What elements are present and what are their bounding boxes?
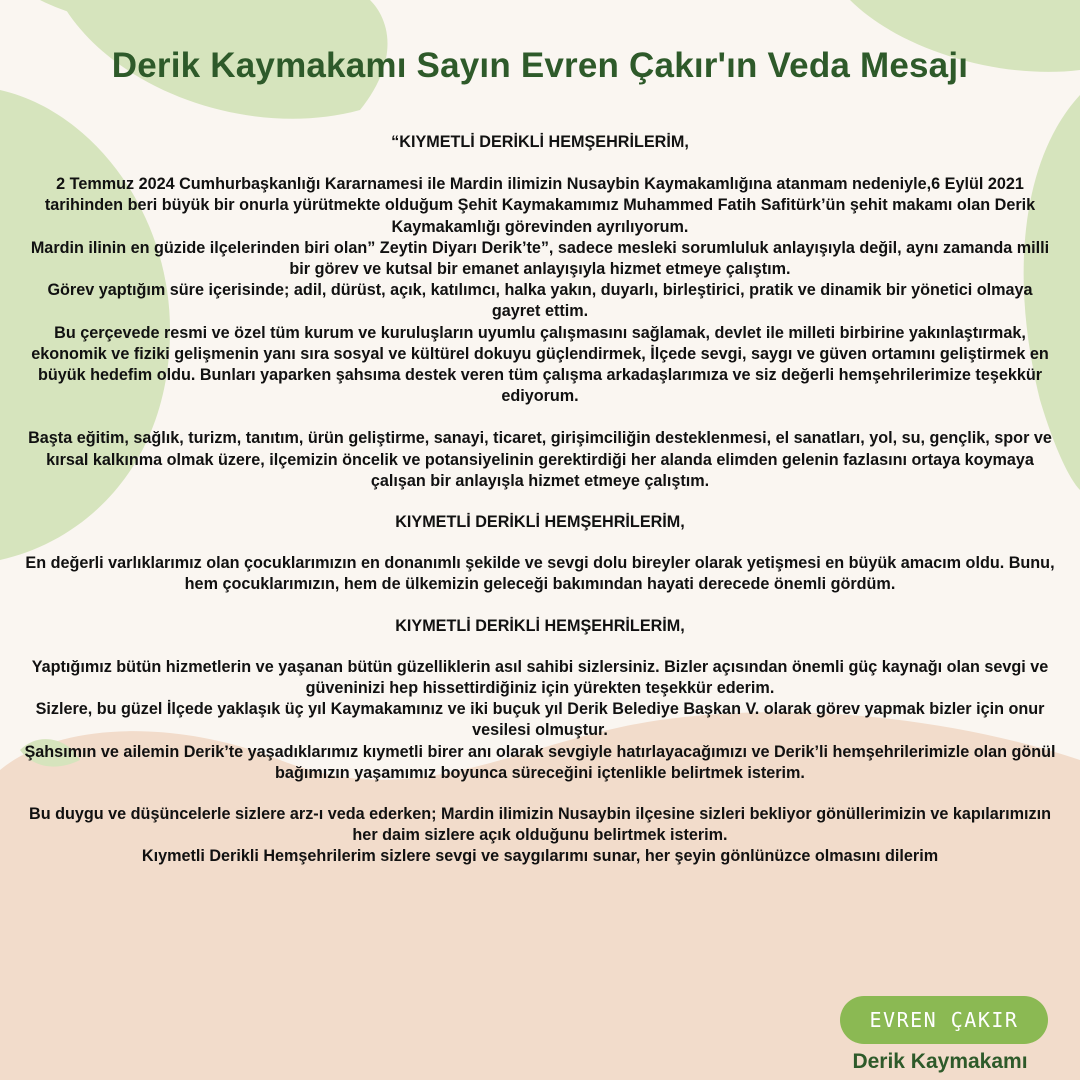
message-paragraph: Kıymetli Derikli Hemşehrilerim sizlere sevgi ve saygılarımı sunar, her şeyin gönlünüzce olmasını dilerim bbox=[141, 847, 939, 866]
message-paragraph: Bu çerçevede resmi ve özel tüm kurum ve kuruluşların uyumlu çalışmasını sağlamak, devlet ile milleti birbirine yakınlaştırmak, ekonomik ve fiziki gelişmenin yanı sıra sosyal ve kültürel dokuyu güçlendirmek, İlçede sevgi, saygı ve güven ortamını geliştirmek en büyük hedefim oldu. Bunları yaparken şahsıma destek veren tüm çalışma arkadaşlarımıza ve siz değerli hemşehrilerimize teşekkür ediyorum. bbox=[31, 323, 1049, 406]
message-paragraph: Yaptığımız bütün hizmetlerin ve yaşanan bütün güzelliklerin asıl sahibi sizlersiniz. Bizler açısından önemli güç kaynağı olan sevgi ve güveninizi hep hissettirdiğiniz için yürekten teşekkür ederim. bbox=[31, 657, 1049, 698]
message-body bbox=[24, 132, 1056, 868]
message-paragraph: Başta eğitim, sağlık, turizm, tanıtım, ürün geliştirme, sanayi, ticaret, girişimciliğin desteklenmesi, el sanatları, yol, su, gençlik, spor ve kırsal kalkınma olmak üzere, ilçemizin öncelik ve potansiyelinin gerektirdiği her alanda elimden gelenin fazlasını ortaya koymaya çalışan bir anlayışla hizmet etmeye çalıştım. bbox=[28, 429, 1052, 490]
message-paragraph: Bu duygu ve düşüncelerle sizlere arz-ı veda ederken; Mardin ilimizin Nusaybin ilçesine sizleri bekliyor gönüllerimizin ve kapılarımızın her daim sizlere açık olduğunu belirtmek isterim. bbox=[29, 805, 1051, 845]
salutation-2: KIYMETLİ DERİKLİ HEMŞEHRİLERİM, bbox=[395, 513, 685, 532]
signature-role: Derik Kaymakamı bbox=[852, 1050, 1028, 1073]
message-paragraph: Mardin ilinin en güzide ilçelerinden biri olan” Zeytin Diyarı Derik’te”, sadece mesleki sorumluluk anlayışıyla değil, aynı zamanda milli bir görev ve kutsal bir emanet anlayışıyla hizmet etmeye çalıştım. bbox=[30, 238, 1050, 279]
page-title: Derik Kaymakamı Sayın Evren Çakır'ın Veda Mesajı bbox=[111, 46, 969, 85]
message-paragraph: Sizlere, bu güzel İlçede yaklaşık üç yıl Kaymakamınız ve iki buçuk yıl Derik Belediye Başkan V. olarak görev yapmak bizler için onur vesilesi olmuştur. bbox=[35, 700, 1045, 740]
message-paragraph: 2 Temmuz 2024 Cumhurbaşkanlığı Kararnamesi ile Mardin ilimizin Nusaybin Kaymakamlığına atanmam nedeniyle,6 Eylül 2021 tarihinden beri büyük bir onurla yürütmekte olduğum Şehit Kaymakamımız Muhammed Fatih Safitürk’ün şehit makamı olan Derik Kaymakamlığı görevinden ayrılıyorum. bbox=[44, 175, 1036, 236]
message-paragraph: En değerli varlıklarımız olan çocuklarımızın en donanımlı şekilde ve sevgi dolu bireyler olarak yetişmesi en büyük amacım oldu. Bunu, hem çocuklarımızın, hem de ülkemizin geleceği bakımından hayati derecede önemli gördüm. bbox=[25, 554, 1055, 594]
salutation-3: KIYMETLİ DERİKLİ HEMŞEHRİLERİM, bbox=[395, 616, 685, 635]
message-paragraph: Şahsımın ve ailemin Derik’te yaşadıklarımız kıymetli birer anı olarak sevgiyle hatırlayacağımızı ve Derik’li hemşehrilerimizle olan gönül bağımızın yaşamımız boyunca süreceğini içtenlikle belirtmek isterim. bbox=[24, 742, 1056, 782]
salutation-1: “KIYMETLİ DERİKLİ HEMŞEHRİLERİM, bbox=[391, 133, 689, 151]
signature-name-badge: EVREN ÇAKIR bbox=[840, 996, 1048, 1044]
message-paragraph: Görev yaptığım süre içerisinde; adil, dürüst, açık, katılımcı, halka yakın, duyarlı, birleştirici, pratik ve dinamik bir yönetici olmaya gayret ettim. bbox=[47, 281, 1033, 321]
